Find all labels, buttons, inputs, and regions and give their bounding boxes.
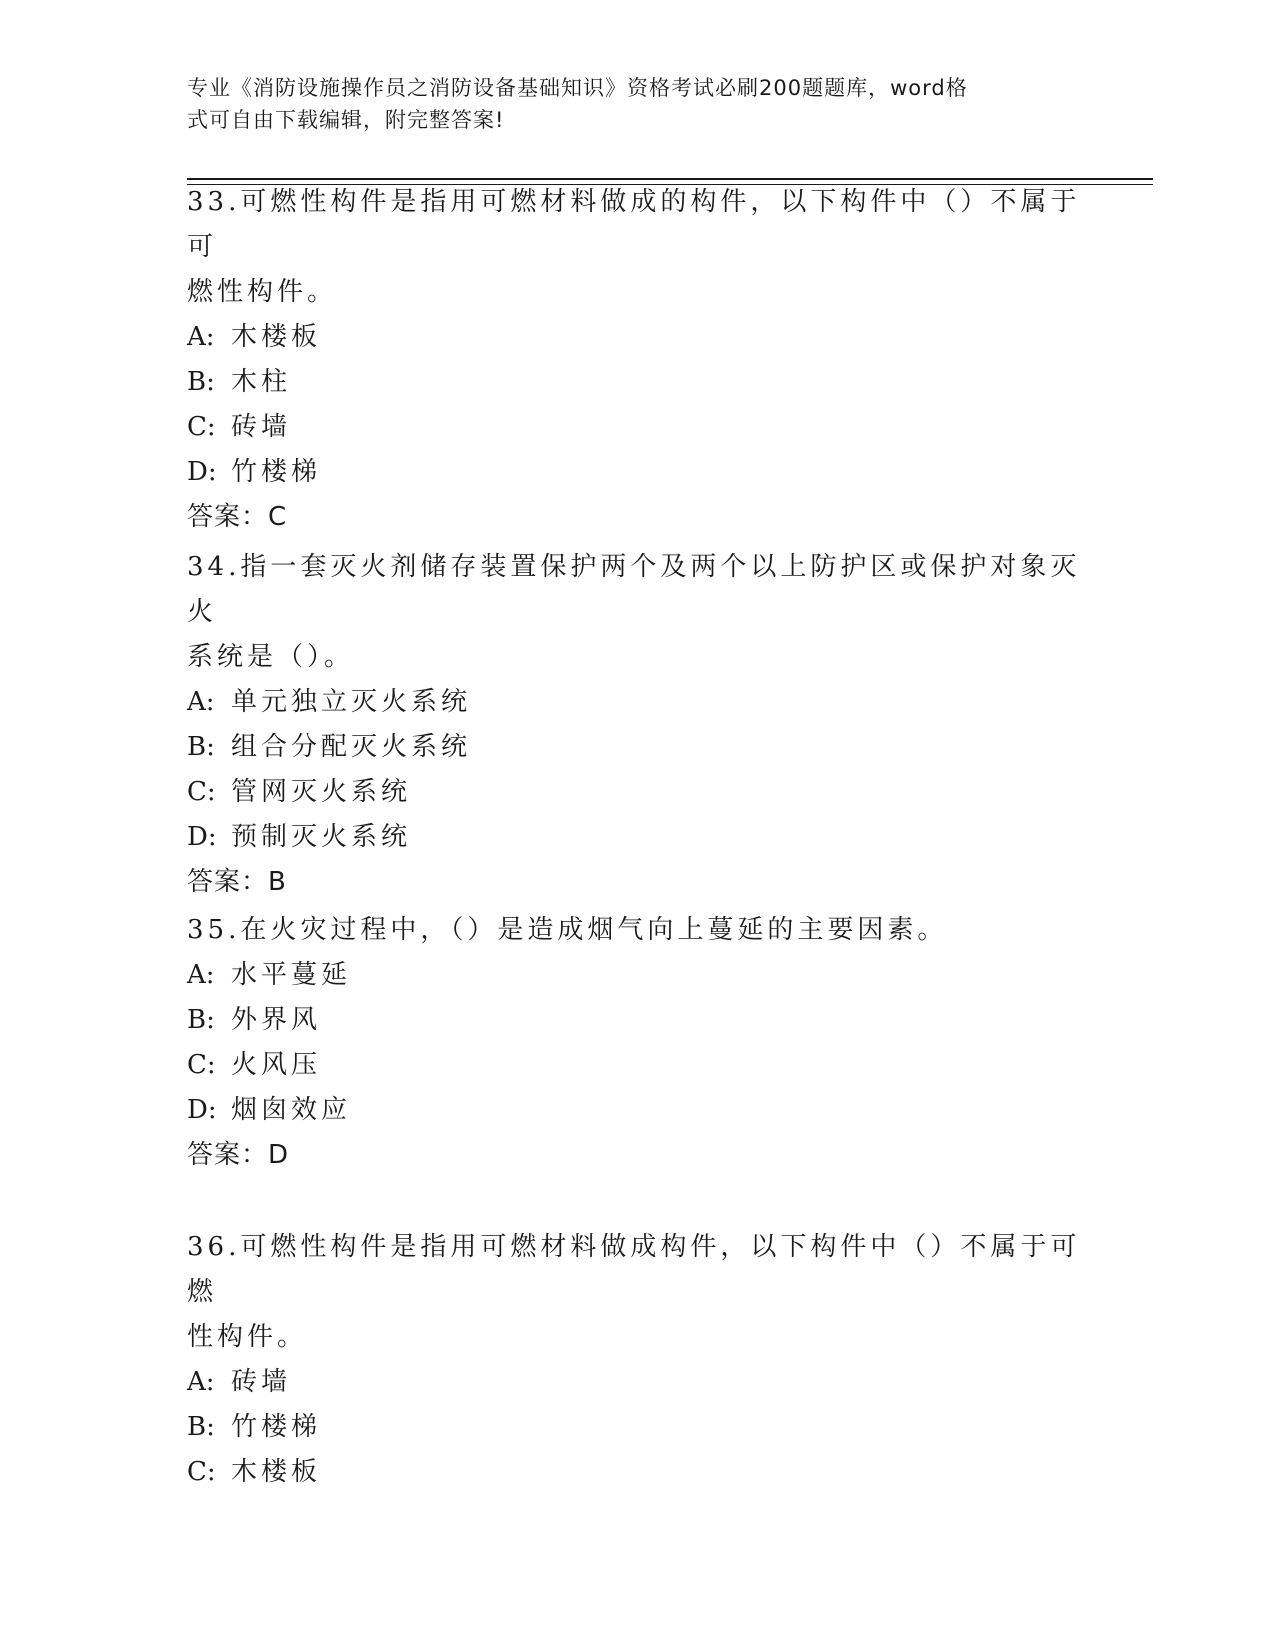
question-35 <box>187 908 1087 1178</box>
question-stem-line-1: 34.指一套灭火剂储存装置保护两个及两个以上防护区或保护对象灭火 <box>187 552 1081 627</box>
option-d <box>187 450 1087 495</box>
option-b <box>187 998 1087 1043</box>
option-text: 砖墙 <box>231 1367 292 1397</box>
option-d <box>187 1088 1087 1133</box>
question-stem-line-2: 燃性构件。 <box>187 277 338 307</box>
question-36 <box>187 1225 1087 1495</box>
option-c <box>187 770 1087 815</box>
option-letter: B: <box>187 1412 215 1442</box>
question-stem-line-1: 36.可燃性构件是指用可燃材料做成构件，以下构件中（）不属于可燃 <box>187 1232 1081 1307</box>
question-33 <box>187 180 1087 540</box>
option-letter: B: <box>187 1005 215 1035</box>
option-letter: D: <box>187 822 217 852</box>
option-d <box>187 815 1087 860</box>
option-c <box>187 1450 1087 1495</box>
question-stem-line-1: 33.可燃性构件是指用可燃材料做成的构件，以下构件中（）不属于可 <box>187 187 1081 262</box>
header-line-2: 式可自由下载编辑，附完整答案! <box>187 108 505 132</box>
option-text: 单元独立灭火系统 <box>231 687 472 717</box>
option-text: 竹楼梯 <box>231 1412 322 1442</box>
option-letter: B: <box>187 732 215 762</box>
option-letter: D: <box>187 457 217 487</box>
option-text: 竹楼梯 <box>231 457 322 487</box>
option-text: 外界风 <box>231 1005 322 1035</box>
option-letter: C: <box>187 777 216 807</box>
question-stem-line-2: 系统是（）。 <box>187 642 355 672</box>
question-stem-line-2: 性构件。 <box>187 1322 308 1352</box>
option-text: 预制灭火系统 <box>231 822 412 852</box>
option-text: 木柱 <box>231 367 292 397</box>
option-text: 木楼板 <box>231 1457 322 1487</box>
header-line-1: 专业《消防设施操作员之消防设备基础知识》资格考试必刷200题题库，word格 <box>187 76 968 100</box>
option-text: 组合分配灭火系统 <box>231 732 472 762</box>
question-stem <box>187 545 1087 680</box>
question-stem <box>187 908 1087 953</box>
option-text: 水平蔓延 <box>231 960 352 990</box>
option-letter: D: <box>187 1095 217 1125</box>
option-text: 火风压 <box>231 1050 322 1080</box>
option-letter: C: <box>187 1050 216 1080</box>
option-a <box>187 1360 1087 1405</box>
option-text: 砖墙 <box>231 412 292 442</box>
question-34 <box>187 545 1087 905</box>
question-stem <box>187 1225 1087 1360</box>
option-a <box>187 315 1087 360</box>
option-a <box>187 680 1087 725</box>
option-letter: A: <box>187 322 215 352</box>
option-letter: A: <box>187 960 215 990</box>
question-stem <box>187 180 1087 315</box>
option-a <box>187 953 1087 998</box>
option-c <box>187 405 1087 450</box>
option-text: 木楼板 <box>231 322 322 352</box>
answer: 答案：D <box>187 1140 290 1170</box>
document-header <box>187 72 1067 136</box>
option-b <box>187 360 1087 405</box>
answer: 答案：B <box>187 867 287 897</box>
option-letter: C: <box>187 412 216 442</box>
option-text: 管网灭火系统 <box>231 777 412 807</box>
option-b <box>187 725 1087 770</box>
option-letter: A: <box>187 1367 215 1397</box>
option-c <box>187 1043 1087 1088</box>
answer: 答案：C <box>187 502 288 532</box>
option-letter: B: <box>187 367 215 397</box>
question-stem-line-1: 35.在火灾过程中，（）是造成烟气向上蔓延的主要因素。 <box>187 915 948 945</box>
option-letter: A: <box>187 687 215 717</box>
option-letter: C: <box>187 1457 216 1487</box>
option-b <box>187 1405 1087 1450</box>
option-text: 烟囱效应 <box>231 1095 352 1125</box>
